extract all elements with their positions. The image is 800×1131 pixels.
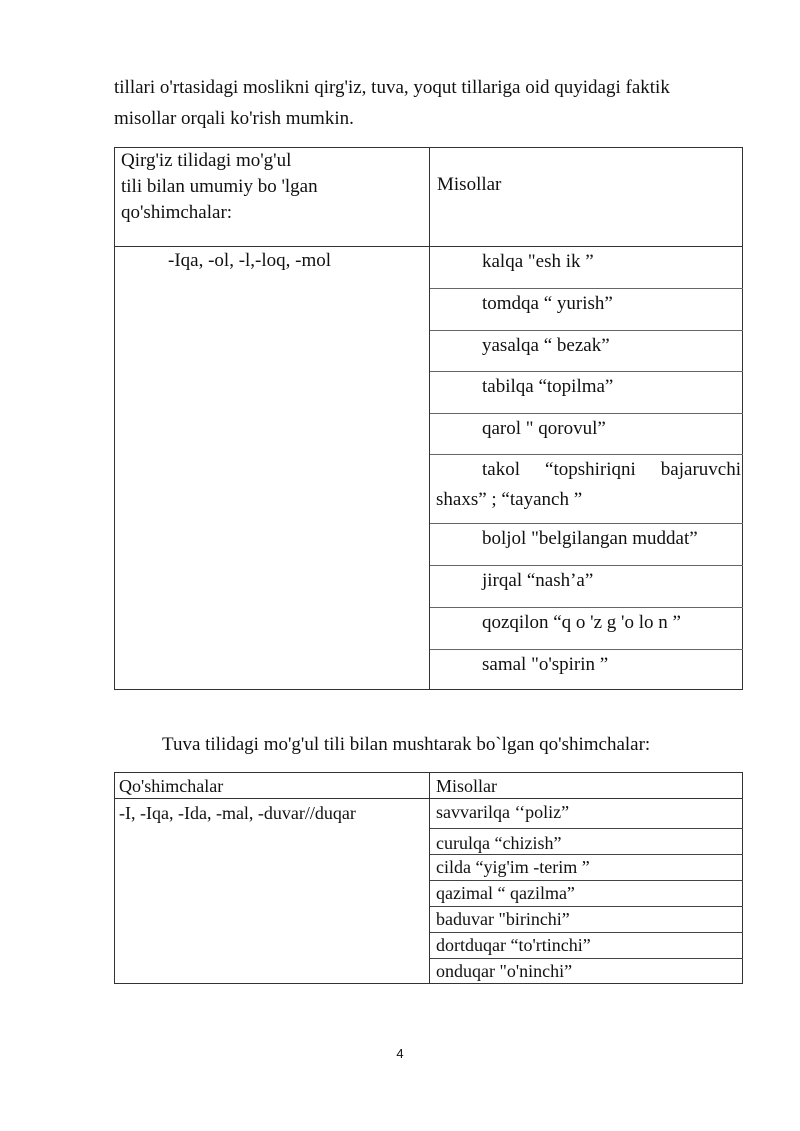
table1-example: qozqilon “q o 'z g 'o lo n ” <box>430 608 743 650</box>
table1-header-suffixes <box>121 148 421 226</box>
table2-header-examples: Misollar <box>436 776 497 796</box>
table1-example: takol “topshiriqni bajaruvchi shaxs” ; “tayanch ” <box>430 455 743 524</box>
table2-example: onduqar "o'ninchi” <box>436 961 573 981</box>
table2-example: curulqa “chizish” <box>430 829 743 855</box>
intro-paragraph <box>114 72 746 134</box>
intro-line-1: tillari o'rtasidagi moslikni qirg'iz, tuva, yoqut tillariga oid quyidagi faktik <box>114 77 670 98</box>
tuva-intro-paragraph: Tuva tilidagi mo'g'ul tili bilan mushtarak bo`lgan qo'shimchalar: <box>162 734 651 755</box>
table1-example: kalqa "esh ik ” <box>430 247 743 289</box>
tuva-suffix-table <box>114 772 743 984</box>
table2-example: cilda “yig'im -terim ” <box>430 855 743 881</box>
table1-suffix-list: -Iqa, -ol, -l,-loq, -mol <box>168 250 332 271</box>
table1-example: boljol "belgilangan muddat” <box>430 524 743 566</box>
table1-example: yasalqa “ bezak” <box>430 331 743 372</box>
table1-example: samal "o'spirin ” <box>482 654 609 675</box>
table1-header-line-1: Qirg'iz tilidagi mo'g'ul <box>121 150 292 171</box>
table2-example: baduvar "birinchi” <box>430 907 743 933</box>
table2-example: qazimal “ qazilma” <box>430 881 743 907</box>
intro-line-2: misollar orqali ko'rish mumkin. <box>114 108 354 129</box>
table2-suffix-list: -I, -Iqa, -Ida, -mal, -duvar//duqar <box>119 803 356 823</box>
table1-header-line-3: qo'shimchalar: <box>121 202 233 223</box>
table1-header-line-2: tili bilan umumiy bo 'lgan <box>121 176 318 197</box>
table1-example: qarol " qorovul” <box>430 414 743 455</box>
table2-example: dortduqar “to'rtinchi” <box>430 933 743 959</box>
table1-example: jirqal “nash’a” <box>430 566 743 608</box>
table2-header-suffixes: Qo'shimchalar <box>119 776 224 796</box>
table2-example: savvarilqa ‘‘poliz” <box>430 799 743 829</box>
table1-example: tomdqa “ yurish” <box>430 289 743 331</box>
table1-example: tabilqa “topilma” <box>430 372 743 414</box>
table1-header-examples: Misollar <box>437 174 502 195</box>
page-number: 4 <box>396 1046 404 1061</box>
kyrgyz-suffix-table <box>114 147 743 690</box>
